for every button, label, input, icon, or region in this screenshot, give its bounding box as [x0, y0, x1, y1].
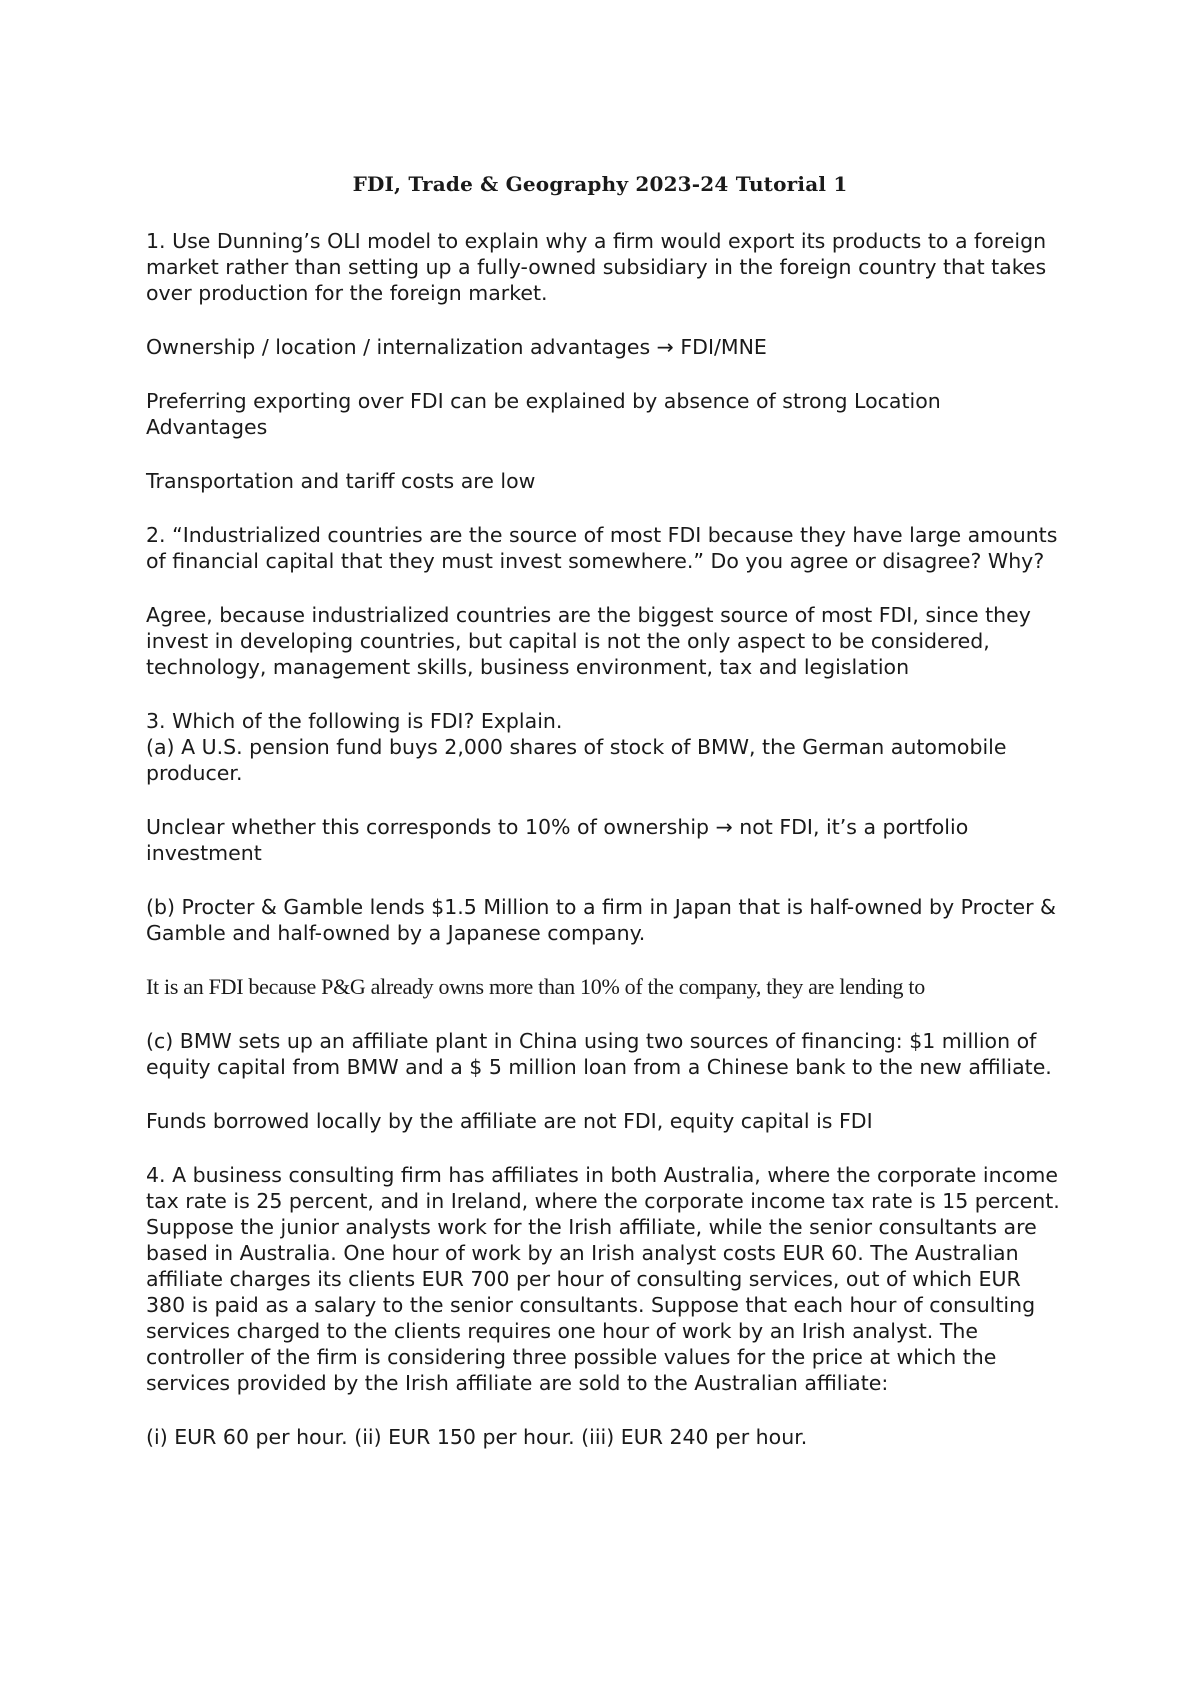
question-2: 2. “Industrialized countries are the source of most FDI because they have large amounts of financial capital that they must invest somewhere.” Do you agree or disagree? Why? — [146, 523, 1058, 573]
document-title: FDI, Trade & Geography 2023-24 Tutorial 1 — [352, 172, 848, 196]
question-3a: (a) A U.S. pension fund buys 2,000 shares of stock of BMW, the German automobile producer. — [146, 735, 1007, 785]
answer-2: Agree, because industrialized countries are the biggest source of most FDI, since they invest in developing countries, but capital is not the only aspect to be considered, technology, management skills, business environment, tax and legislation — [146, 603, 1031, 679]
question-3b: (b) Procter & Gamble lends $1.5 Million to a firm in Japan that is half-owned by Procter & Gamble and half-owned by a Japanese company. — [146, 895, 1057, 945]
answer-3b: It is an FDI because P&G already owns more than 10% of the company, they are lending to — [146, 974, 925, 999]
answer-1-costs: Transportation and tariff costs are low — [146, 469, 536, 493]
document-body — [146, 228, 1066, 1478]
answer-1-exporting: Preferring exporting over FDI can be explained by absence of strong Location Advantages — [146, 389, 941, 439]
question-3: 3. Which of the following is FDI? Explain. — [146, 709, 563, 733]
answer-3c: Funds borrowed locally by the affiliate are not FDI, equity capital is FDI — [146, 1109, 873, 1133]
answer-1-oli: Ownership / location / internalization advantages → FDI/MNE — [146, 335, 767, 359]
answer-3a: Unclear whether this corresponds to 10% of ownership → not FDI, it’s a portfolio investment — [146, 815, 969, 865]
question-1: 1. Use Dunning’s OLI model to explain why a firm would export its products to a foreign market rather than setting up a fully-owned subsidiary in the foreign country that takes over production for the foreign market. — [146, 229, 1047, 305]
question-4: 4. A business consulting firm has affiliates in both Australia, where the corporate income tax rate is 25 percent, and in Ireland, where the corporate income tax rate is 15 percent. Suppose the junior analysts work for the Irish affiliate, while the senior consultants are based in Australia. One hour of work by an Irish analyst costs EUR 60. The Australian affiliate charges its clients EUR 700 per hour of consulting services, out of which EUR 380 is paid as a salary to the senior consultants. Suppose that each hour of consulting services charged to the clients requires one hour of work by an Irish analyst. The controller of the firm is considering three possible values for the price at which the services provided by the Irish affiliate are sold to the Australian affiliate: — [146, 1163, 1060, 1395]
question-3c: (c) BMW sets up an affiliate plant in China using two sources of financing: $1 million of equity capital from BMW and a $ 5 million loan from a Chinese bank to the new affiliate. — [146, 1029, 1052, 1079]
question-4-options: (i) EUR 60 per hour. (ii) EUR 150 per hour. (iii) EUR 240 per hour. — [146, 1425, 808, 1449]
